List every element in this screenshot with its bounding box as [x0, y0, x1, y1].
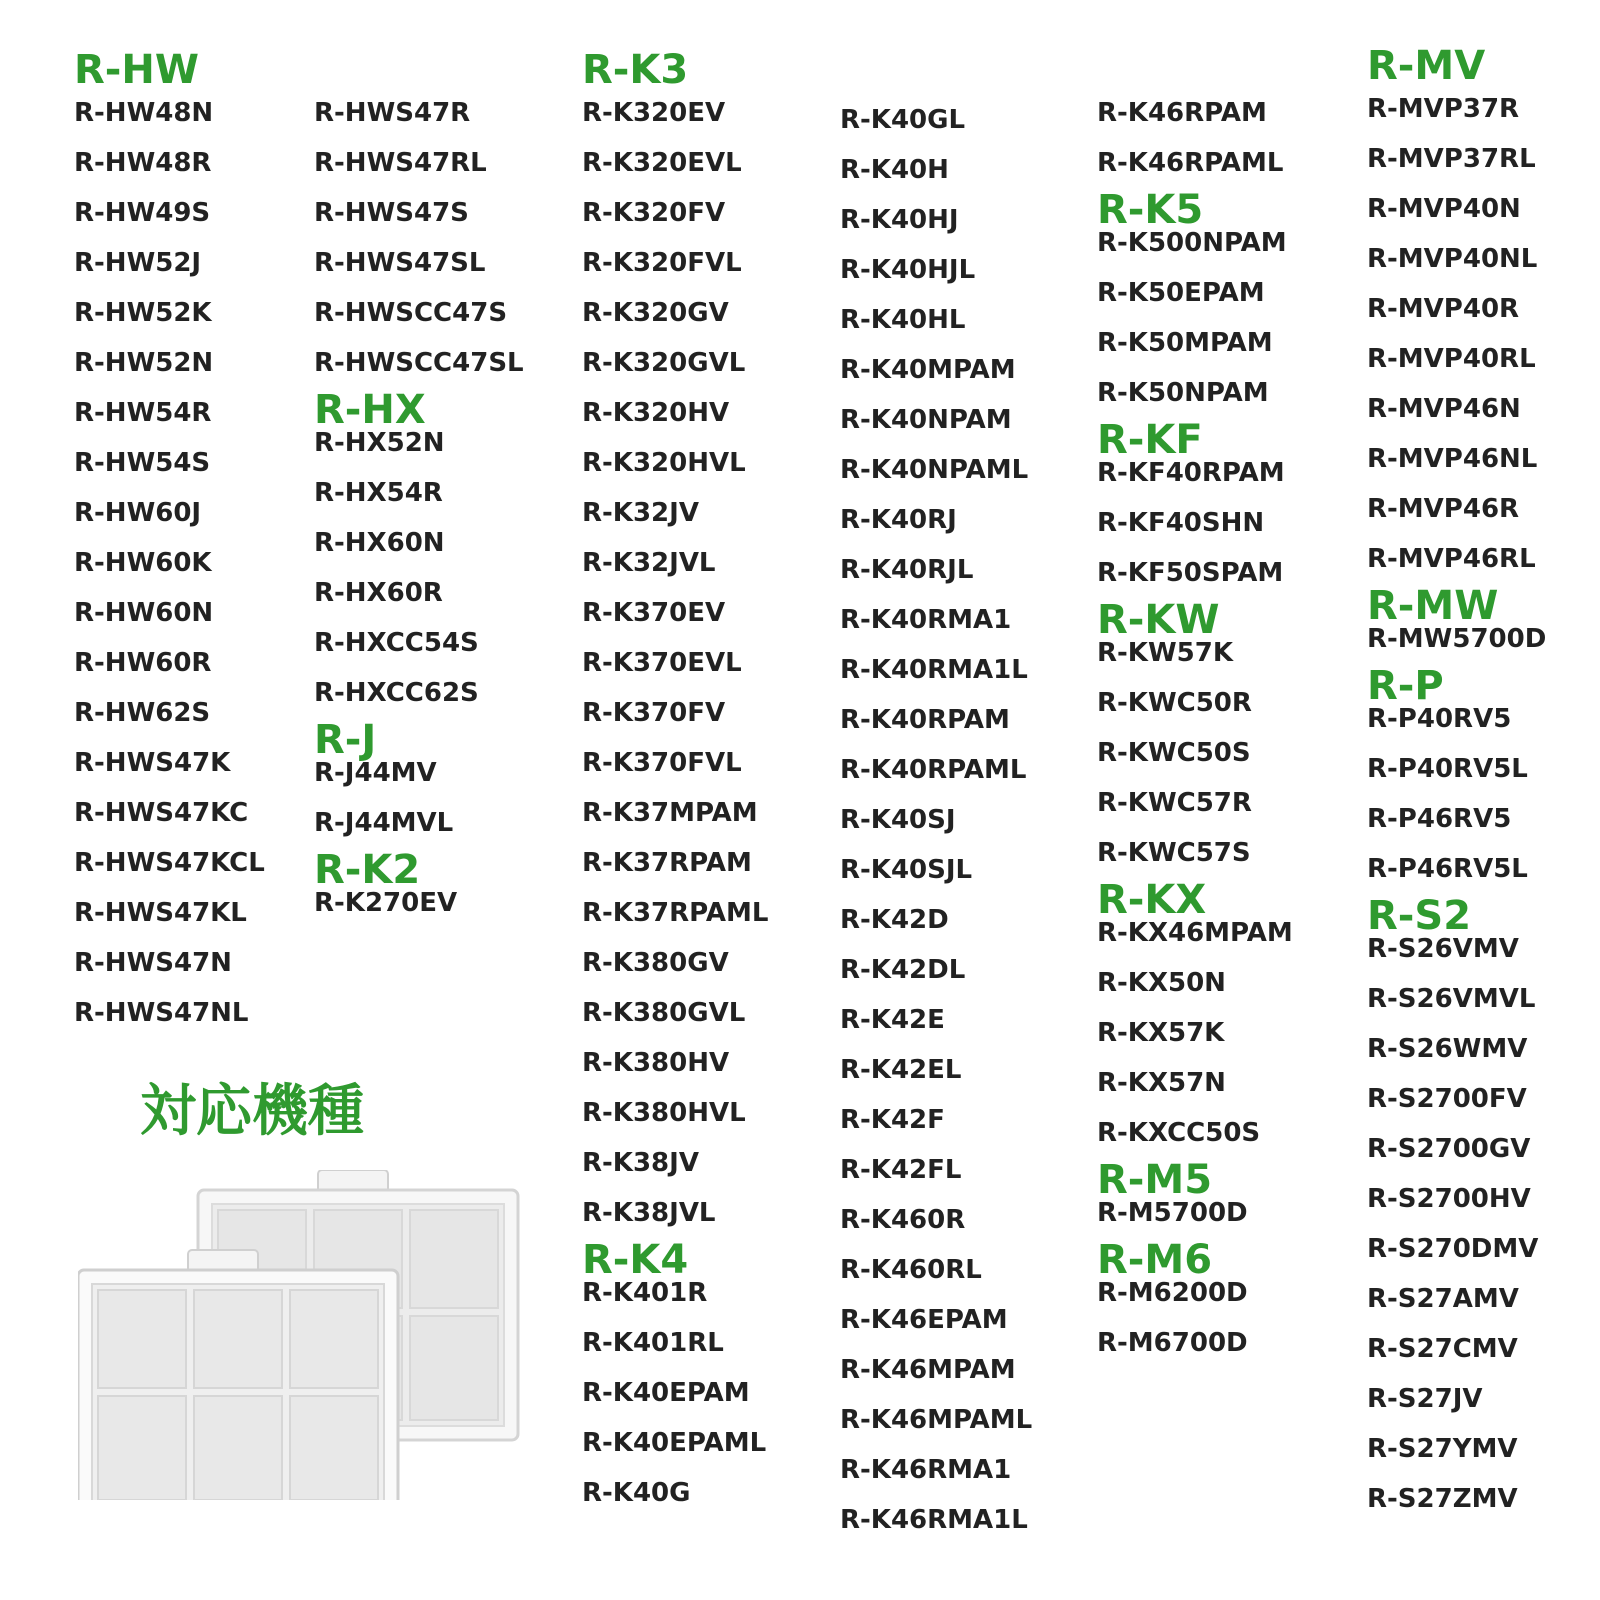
model-number-r-kwc50r: R-KWC50R: [1097, 688, 1252, 718]
model-number-r-hw52n: R-HW52N: [74, 348, 214, 378]
model-number-r-k38jvl: R-K38JVL: [582, 1198, 716, 1228]
model-number-r-m6700d: R-M6700D: [1097, 1328, 1248, 1358]
model-number-r-k50epam: R-K50EPAM: [1097, 278, 1265, 308]
model-number-r-hw60k: R-HW60K: [74, 548, 212, 578]
model-number-r-kwc57r: R-KWC57R: [1097, 788, 1252, 818]
model-number-r-s26wmv: R-S26WMV: [1367, 1034, 1528, 1064]
front-filter: [78, 1250, 398, 1500]
model-number-r-k40npaml: R-K40NPAML: [840, 455, 1029, 485]
model-number-r-k320fv: R-K320FV: [582, 198, 726, 228]
model-number-r-hws47r: R-HWS47R: [314, 98, 471, 128]
model-number-r-hw60r: R-HW60R: [74, 648, 212, 678]
model-number-r-kf50spam: R-KF50SPAM: [1097, 558, 1284, 588]
model-number-r-k460rl: R-K460RL: [840, 1255, 982, 1285]
model-number-r-hws47kc: R-HWS47KC: [74, 798, 249, 828]
model-number-r-m5700d: R-M5700D: [1097, 1198, 1248, 1228]
model-number-r-k401rl: R-K401RL: [582, 1328, 724, 1358]
model-number-r-k370evl: R-K370EVL: [582, 648, 742, 678]
model-number-r-s270dmv: R-S270DMV: [1367, 1234, 1539, 1264]
model-number-r-kx57n: R-KX57N: [1097, 1068, 1226, 1098]
model-number-r-hw49s: R-HW49S: [74, 198, 211, 228]
series-heading-r-mw: R-MW: [1367, 583, 1499, 629]
compatible-models-caption: 対応機種: [140, 1079, 364, 1144]
model-number-r-k40rpaml: R-K40RPAML: [840, 755, 1027, 785]
model-number-r-k46mpaml: R-K46MPAML: [840, 1405, 1033, 1435]
model-number-r-hws47kcl: R-HWS47KCL: [74, 848, 265, 878]
model-number-r-p40rv5l: R-P40RV5L: [1367, 754, 1528, 784]
model-number-r-hxcc62s: R-HXCC62S: [314, 678, 479, 708]
model-number-r-hw48n: R-HW48N: [74, 98, 214, 128]
model-number-r-s27zmv: R-S27ZMV: [1367, 1484, 1518, 1514]
model-number-r-k40gl: R-K40GL: [840, 105, 966, 135]
model-number-r-k40mpam: R-K40MPAM: [840, 355, 1016, 385]
filter-product-image: [78, 1170, 528, 1500]
model-number-r-k320hvl: R-K320HVL: [582, 448, 746, 478]
series-heading-r-kw: R-KW: [1097, 597, 1220, 643]
model-number-r-hx52n: R-HX52N: [314, 428, 445, 458]
model-number-r-mvp40nl: R-MVP40NL: [1367, 244, 1538, 274]
model-number-r-mvp37rl: R-MVP37RL: [1367, 144, 1536, 174]
model-number-r-k40rj: R-K40RJ: [840, 505, 957, 535]
model-number-r-kx50n: R-KX50N: [1097, 968, 1226, 998]
model-number-r-hws47n: R-HWS47N: [74, 948, 232, 978]
model-number-r-k370ev: R-K370EV: [582, 598, 726, 628]
model-number-r-k42el: R-K42EL: [840, 1055, 962, 1085]
model-number-r-k370fvl: R-K370FVL: [582, 748, 742, 778]
model-number-r-hwscc47sl: R-HWSCC47SL: [314, 348, 524, 378]
model-number-r-k380gv: R-K380GV: [582, 948, 729, 978]
model-number-r-hx60r: R-HX60R: [314, 578, 443, 608]
series-heading-r-hw: R-HW: [74, 47, 199, 93]
model-number-r-k320ev: R-K320EV: [582, 98, 726, 128]
model-number-r-hw48r: R-HW48R: [74, 148, 212, 178]
model-number-r-kwc57s: R-KWC57S: [1097, 838, 1251, 868]
series-heading-r-k3: R-K3: [582, 47, 689, 93]
model-number-r-mvp46nl: R-MVP46NL: [1367, 444, 1538, 474]
series-heading-r-hx: R-HX: [314, 387, 426, 433]
model-number-r-s27ymv: R-S27YMV: [1367, 1434, 1518, 1464]
model-number-r-k320hv: R-K320HV: [582, 398, 730, 428]
model-number-r-kwc50s: R-KWC50S: [1097, 738, 1251, 768]
model-number-r-s27amv: R-S27AMV: [1367, 1284, 1519, 1314]
model-number-r-mvp46r: R-MVP46R: [1367, 494, 1520, 524]
model-number-r-k40hj: R-K40HJ: [840, 205, 959, 235]
model-number-r-hw52k: R-HW52K: [74, 298, 212, 328]
model-number-r-hx54r: R-HX54R: [314, 478, 443, 508]
model-number-r-k42fl: R-K42FL: [840, 1155, 962, 1185]
model-number-r-k401r: R-K401R: [582, 1278, 708, 1308]
model-number-r-k40npam: R-K40NPAM: [840, 405, 1012, 435]
model-number-r-kx57k: R-KX57K: [1097, 1018, 1225, 1048]
series-heading-r-j: R-J: [314, 717, 377, 763]
model-number-r-k270ev: R-K270EV: [314, 888, 458, 918]
series-heading-r-p: R-P: [1367, 663, 1444, 709]
model-number-r-mvp40rl: R-MVP40RL: [1367, 344, 1536, 374]
model-number-r-mvp37r: R-MVP37R: [1367, 94, 1520, 124]
model-number-r-hw60n: R-HW60N: [74, 598, 214, 628]
model-number-r-hws47rl: R-HWS47RL: [314, 148, 487, 178]
model-number-r-j44mvl: R-J44MVL: [314, 808, 454, 838]
model-number-r-k40rma1l: R-K40RMA1L: [840, 655, 1028, 685]
model-number-r-kxcc50s: R-KXCC50S: [1097, 1118, 1261, 1148]
model-number-r-k40epaml: R-K40EPAML: [582, 1428, 767, 1458]
model-number-r-j44mv: R-J44MV: [314, 758, 437, 788]
model-number-r-kf40rpam: R-KF40RPAM: [1097, 458, 1285, 488]
model-number-r-mvp40r: R-MVP40R: [1367, 294, 1520, 324]
series-heading-r-kx: R-KX: [1097, 877, 1207, 923]
series-heading-r-k5: R-K5: [1097, 187, 1204, 233]
model-number-r-k46mpam: R-K46MPAM: [840, 1355, 1016, 1385]
model-number-r-hw54r: R-HW54R: [74, 398, 212, 428]
model-number-r-k40hjl: R-K40HJL: [840, 255, 976, 285]
model-number-r-p46rv5: R-P46RV5: [1367, 804, 1512, 834]
model-number-r-k42e: R-K42E: [840, 1005, 945, 1035]
model-number-r-s2700fv: R-S2700FV: [1367, 1084, 1527, 1114]
series-heading-r-k4: R-K4: [582, 1237, 689, 1283]
model-number-r-k320fvl: R-K320FVL: [582, 248, 742, 278]
series-heading-r-k2: R-K2: [314, 847, 421, 893]
model-number-r-k370fv: R-K370FV: [582, 698, 726, 728]
model-number-r-s26vmvl: R-S26VMVL: [1367, 984, 1536, 1014]
model-number-r-s26vmv: R-S26VMV: [1367, 934, 1519, 964]
model-number-r-k40rpam: R-K40RPAM: [840, 705, 1010, 735]
model-number-r-k46rpam: R-K46RPAM: [1097, 98, 1267, 128]
model-number-r-kw57k: R-KW57K: [1097, 638, 1233, 668]
model-number-r-s27jv: R-S27JV: [1367, 1384, 1483, 1414]
model-number-r-k460r: R-K460R: [840, 1205, 966, 1235]
model-number-r-k40h: R-K40H: [840, 155, 949, 185]
model-number-r-k380hv: R-K380HV: [582, 1048, 730, 1078]
model-number-r-k380hvl: R-K380HVL: [582, 1098, 746, 1128]
model-number-r-k320gv: R-K320GV: [582, 298, 729, 328]
model-number-r-k46rma1: R-K46RMA1: [840, 1455, 1012, 1485]
model-number-r-k40sjl: R-K40SJL: [840, 855, 973, 885]
model-number-r-hxcc54s: R-HXCC54S: [314, 628, 479, 658]
model-number-r-hws47s: R-HWS47S: [314, 198, 469, 228]
model-number-r-hws47k: R-HWS47K: [74, 748, 231, 778]
series-heading-r-m6: R-M6: [1097, 1237, 1213, 1283]
model-number-r-hx60n: R-HX60N: [314, 528, 445, 558]
model-number-r-mvp46rl: R-MVP46RL: [1367, 544, 1536, 574]
model-number-r-k42d: R-K42D: [840, 905, 949, 935]
model-number-r-k40g: R-K40G: [582, 1478, 691, 1508]
model-number-r-k46rpaml: R-K46RPAML: [1097, 148, 1284, 178]
model-number-r-mvp46n: R-MVP46N: [1367, 394, 1521, 424]
series-heading-r-kf: R-KF: [1097, 417, 1203, 463]
model-number-r-k42dl: R-K42DL: [840, 955, 966, 985]
model-number-r-k37mpam: R-K37MPAM: [582, 798, 758, 828]
model-number-r-k37rpam: R-K37RPAM: [582, 848, 752, 878]
model-number-r-hw60j: R-HW60J: [74, 498, 202, 528]
model-number-r-hw52j: R-HW52J: [74, 248, 202, 278]
series-heading-r-s2: R-S2: [1367, 893, 1472, 939]
model-number-r-p40rv5: R-P40RV5: [1367, 704, 1512, 734]
model-number-r-k320gvl: R-K320GVL: [582, 348, 746, 378]
model-number-r-s2700gv: R-S2700GV: [1367, 1134, 1531, 1164]
model-number-r-k37rpaml: R-K37RPAML: [582, 898, 769, 928]
model-number-r-k50npam: R-K50NPAM: [1097, 378, 1269, 408]
model-number-r-k500npam: R-K500NPAM: [1097, 228, 1287, 258]
model-number-r-k320evl: R-K320EVL: [582, 148, 742, 178]
model-number-r-hwscc47s: R-HWSCC47S: [314, 298, 508, 328]
model-number-r-k46rma1l: R-K46RMA1L: [840, 1505, 1028, 1535]
model-number-r-hws47sl: R-HWS47SL: [314, 248, 486, 278]
model-number-r-k38jv: R-K38JV: [582, 1148, 699, 1178]
model-number-r-mvp40n: R-MVP40N: [1367, 194, 1521, 224]
model-number-r-kx46mpam: R-KX46MPAM: [1097, 918, 1293, 948]
model-number-r-k40rma1: R-K40RMA1: [840, 605, 1012, 635]
model-number-r-hws47kl: R-HWS47KL: [74, 898, 247, 928]
model-number-r-mw5700d: R-MW5700D: [1367, 624, 1547, 654]
model-number-r-k40sj: R-K40SJ: [840, 805, 956, 835]
model-number-r-k32jv: R-K32JV: [582, 498, 699, 528]
model-number-r-k50mpam: R-K50MPAM: [1097, 328, 1273, 358]
model-number-r-hw54s: R-HW54S: [74, 448, 211, 478]
model-number-r-k40epam: R-K40EPAM: [582, 1378, 750, 1408]
model-number-r-k40hl: R-K40HL: [840, 305, 966, 335]
model-number-r-kf40shn: R-KF40SHN: [1097, 508, 1265, 538]
model-number-r-m6200d: R-M6200D: [1097, 1278, 1248, 1308]
model-number-r-s27cmv: R-S27CMV: [1367, 1334, 1518, 1364]
model-number-r-s2700hv: R-S2700HV: [1367, 1184, 1531, 1214]
series-heading-r-m5: R-M5: [1097, 1157, 1213, 1203]
series-heading-r-mv: R-MV: [1367, 43, 1486, 89]
model-number-r-k40rjl: R-K40RJL: [840, 555, 974, 585]
model-number-r-p46rv5l: R-P46RV5L: [1367, 854, 1528, 884]
model-number-r-k42f: R-K42F: [840, 1105, 945, 1135]
model-number-r-k46epam: R-K46EPAM: [840, 1305, 1008, 1335]
model-number-r-hw62s: R-HW62S: [74, 698, 211, 728]
model-number-r-k32jvl: R-K32JVL: [582, 548, 716, 578]
model-number-r-hws47nl: R-HWS47NL: [74, 998, 249, 1028]
model-number-r-k380gvl: R-K380GVL: [582, 998, 746, 1028]
